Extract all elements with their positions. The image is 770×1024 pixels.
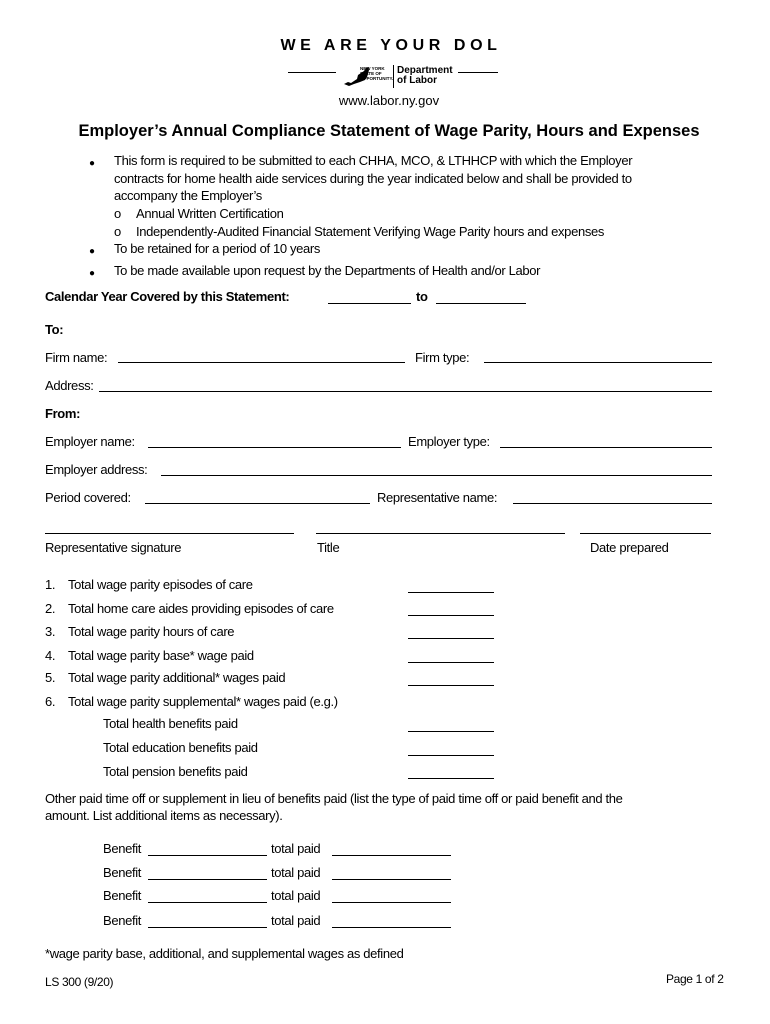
employer-type-label: Employer type: — [408, 434, 490, 449]
from-heading: From: — [45, 406, 81, 421]
website-url[interactable]: www.labor.ny.gov — [338, 93, 440, 108]
other-paid-text-line1: Other paid time off or supplement in lieu of benefits paid (list the type of paid time off or paid benefit and the — [45, 791, 623, 806]
benefit-field[interactable] — [148, 855, 267, 856]
sub-total-field[interactable] — [408, 755, 494, 756]
total-item-field[interactable] — [408, 638, 494, 639]
total-paid-field[interactable] — [332, 927, 451, 928]
address-label: Address: — [45, 378, 94, 393]
benefit-label: Benefit — [103, 841, 142, 856]
page-number: Page 1 of 2 — [666, 972, 724, 986]
employer-name-field[interactable] — [148, 447, 401, 448]
intro-sub-item-2: Independently-Audited Financial Statement Verifying Wage Parity hours and expenses — [136, 224, 605, 239]
calendar-to-label: to — [416, 289, 428, 304]
firm-name-field[interactable] — [118, 362, 405, 363]
total-item-field[interactable] — [408, 592, 494, 593]
total-item-number: 2. — [45, 601, 56, 616]
intro-bullet-1-line2: contracts for home health aide services during the year indicated below and shall be provided to — [114, 170, 632, 186]
logo-department — [397, 66, 453, 86]
employer-address-label: Employer address: — [45, 462, 148, 477]
total-item-field[interactable] — [408, 615, 494, 616]
calendar-year-label: Calendar Year Covered by this Statement: — [45, 289, 290, 304]
total-item-number: 6. — [45, 694, 56, 709]
logo-dept-line2: of Labor — [397, 75, 437, 86]
firm-type-label: Firm type: — [415, 350, 470, 365]
intro-bullet-2: To be retained for a period of 10 years — [114, 241, 321, 256]
total-item-number: 4. — [45, 648, 56, 663]
total-item-label: Total wage parity base* wage paid — [68, 648, 254, 663]
benefit-label: Benefit — [103, 913, 142, 928]
employer-type-field[interactable] — [500, 447, 712, 448]
total-paid-label: total paid — [271, 913, 321, 928]
intro-bullet-1 — [114, 152, 632, 205]
sub-total-field[interactable] — [408, 778, 494, 779]
firm-type-field[interactable] — [484, 362, 712, 363]
sub-total-label: Total pension benefits paid — [103, 764, 248, 779]
representative-name-field[interactable] — [513, 503, 712, 504]
total-paid-field[interactable] — [332, 902, 451, 903]
representative-signature-field[interactable] — [45, 533, 294, 534]
bullet-marker: ● — [89, 246, 95, 257]
date-prepared-field[interactable] — [580, 533, 711, 534]
intro-bullet-1-line1: This form is required to be submitted to each CHHA, MCO, & LTHHCP with which the Employer — [114, 153, 633, 168]
other-paid-text-line2: amount. List additional items as necessary). — [45, 808, 283, 823]
total-paid-label: total paid — [271, 888, 321, 903]
address-field[interactable] — [99, 391, 712, 392]
sub-total-label: Total health benefits paid — [103, 716, 238, 731]
total-item-label: Total home care aides providing episodes of care — [68, 601, 334, 616]
sub-marker: o — [114, 206, 121, 221]
benefit-field[interactable] — [148, 902, 267, 903]
sub-marker: o — [114, 224, 121, 239]
employer-address-field[interactable] — [161, 475, 712, 476]
form-id: LS 300 (9/20) — [45, 975, 114, 989]
intro-bullet-3: To be made available upon request by the Departments of Health and/or Labor — [114, 263, 541, 278]
logo-state-text: NEW YORK STATE OF OPPORTUNITY. — [360, 66, 394, 81]
total-paid-label: total paid — [271, 865, 321, 880]
title-field[interactable] — [316, 533, 565, 534]
title-label: Title — [317, 540, 340, 555]
total-item-number: 3. — [45, 624, 56, 639]
total-paid-label: total paid — [271, 841, 321, 856]
intro-bullet-1-line3: accompany the Employer’s — [114, 188, 262, 203]
total-item-label: Total wage parity hours of care — [68, 624, 235, 639]
total-item-field[interactable] — [408, 662, 494, 663]
intro-sub-item-1: Annual Written Certification — [136, 206, 284, 221]
period-covered-field[interactable] — [145, 503, 370, 504]
to-heading: To: — [45, 322, 64, 337]
bullet-marker: ● — [89, 268, 95, 279]
tagline: WE ARE YOUR DOL — [280, 37, 502, 54]
benefit-field[interactable] — [148, 927, 267, 928]
benefit-field[interactable] — [148, 879, 267, 880]
logo-left-rule — [288, 72, 336, 73]
calendar-year-start-field[interactable] — [328, 303, 411, 304]
total-item-label: Total wage parity supplemental* wages paid (e.g.) — [68, 694, 338, 709]
intro-list — [0, 152, 770, 282]
date-prepared-label: Date prepared — [590, 540, 669, 555]
total-item-number: 1. — [45, 577, 56, 592]
bullet-marker: ● — [89, 158, 95, 169]
total-item-number: 5. — [45, 670, 56, 685]
period-covered-label: Period covered: — [45, 490, 131, 505]
sub-total-label: Total education benefits paid — [103, 740, 258, 755]
benefit-label: Benefit — [103, 888, 142, 903]
representative-signature-label: Representative signature — [45, 540, 182, 555]
calendar-year-end-field[interactable] — [436, 303, 526, 304]
form-title: Employer’s Annual Compliance Statement of Wage Parity, Hours and Expenses — [78, 122, 700, 140]
firm-name-label: Firm name: — [45, 350, 108, 365]
total-item-field[interactable] — [408, 685, 494, 686]
employer-name-label: Employer name: — [45, 434, 135, 449]
logo-dept-line1: Department — [397, 65, 453, 76]
logo-divider — [393, 65, 394, 88]
footnote: *wage parity base, additional, and supplemental wages as defined — [45, 946, 404, 961]
benefit-label: Benefit — [103, 865, 142, 880]
total-paid-field[interactable] — [332, 855, 451, 856]
representative-name-label: Representative name: — [377, 490, 498, 505]
total-item-label: Total wage parity episodes of care — [68, 577, 253, 592]
total-item-label: Total wage parity additional* wages paid — [68, 670, 286, 685]
sub-total-field[interactable] — [408, 731, 494, 732]
logo-right-rule — [458, 72, 498, 73]
total-paid-field[interactable] — [332, 879, 451, 880]
